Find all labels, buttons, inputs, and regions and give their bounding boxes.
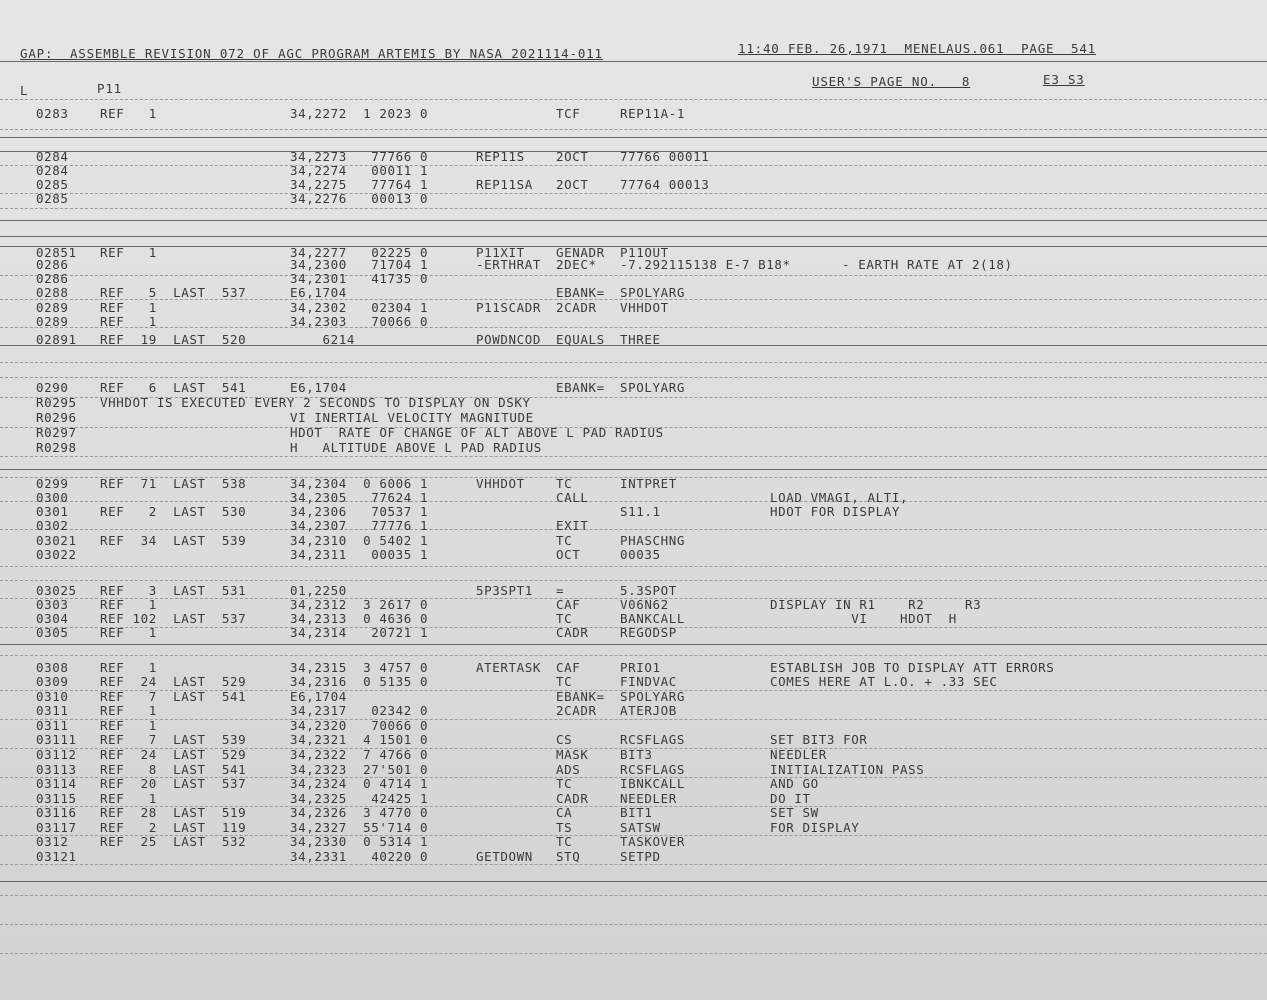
line-ln: 0284 (36, 149, 69, 164)
line-label: 5P3SPT1 (476, 583, 533, 598)
line-addr: 34,2300 71704 1 (290, 257, 429, 272)
dashed-rule (0, 99, 1267, 100)
line-addr: 34,2275 77764 1 (290, 177, 429, 192)
line-operand: P11OUT (620, 245, 669, 260)
line-comment: SET BIT3 FOR (770, 732, 868, 747)
line-addr: HDOT RATE OF CHANGE OF ALT ABOVE L PAD RADIUS (290, 425, 664, 440)
line-addr: 34,2316 0 5135 0 (290, 674, 429, 689)
line-ln: 0289 (36, 300, 69, 315)
dashed-rule (0, 895, 1267, 896)
dashed-rule (0, 924, 1267, 925)
line-ref: REF 2 LAST 119 (100, 820, 247, 835)
line-addr: E6,1704 (290, 689, 347, 704)
line-op: CADR (556, 791, 589, 806)
line-operand: FINDVAC (620, 674, 677, 689)
dashed-rule (0, 566, 1267, 567)
line-ln: 0283 (36, 106, 69, 121)
line-ln: 03025 (36, 583, 77, 598)
line-op: TS (556, 820, 573, 835)
user-page-number: USER'S PAGE NO. 8 (812, 74, 971, 89)
line-ln: 03121 (36, 849, 77, 864)
line-operand: 00035 (620, 547, 661, 562)
line-operand: RCSFLAGS (620, 732, 686, 747)
line-label: POWDNCOD (476, 332, 542, 347)
line-operand: SETPD (620, 849, 661, 864)
line-comment: FOR DISPLAY (770, 820, 860, 835)
line-operand: SPOLYARG (620, 285, 686, 300)
line-ref: REF 1 (100, 660, 157, 675)
line-addr: 34,2331 40220 0 (290, 849, 429, 864)
line-label: REP11S (476, 149, 525, 164)
line-ref: REF 2 LAST 530 (100, 504, 247, 519)
line-ln: 02891 (36, 332, 77, 347)
dashed-rule (0, 719, 1267, 720)
line-op: CALL (556, 490, 589, 505)
line-operand: 77764 00013 (620, 177, 710, 192)
line-comment: DO IT (770, 791, 811, 806)
line-operand: 77766 00011 (620, 149, 710, 164)
solid-rule (0, 61, 1267, 62)
line-op: CAF (556, 597, 581, 612)
line-operand: ATERJOB (620, 703, 677, 718)
dashed-rule (0, 129, 1267, 130)
solid-rule (0, 137, 1267, 138)
line-label: P11SCADR (476, 300, 542, 315)
line-operand: THREE (620, 332, 661, 347)
line-ln: 0301 (36, 504, 69, 519)
line-operand: BIT1 (620, 805, 653, 820)
solid-rule (0, 469, 1267, 470)
line-ln: 03111 (36, 732, 77, 747)
line-ln: 0285 (36, 177, 69, 192)
line-ln: 0305 (36, 625, 69, 640)
line-operand: INTPRET (620, 476, 677, 491)
line-addr: VI INERTIAL VELOCITY MAGNITUDE (290, 410, 534, 425)
line-comment: VI HDOT H (770, 611, 957, 626)
line-op: EBANK= (556, 285, 605, 300)
line-addr: 34,2330 0 5314 1 (290, 834, 429, 849)
line-op: CADR (556, 625, 589, 640)
line-ref: REF 28 LAST 519 (100, 805, 247, 820)
dashed-rule (0, 208, 1267, 209)
line-label: ATERTASK (476, 660, 542, 675)
column-l-label: L (20, 83, 29, 98)
line-addr: 34,2325 42425 1 (290, 791, 429, 806)
line-ln: 0310 (36, 689, 69, 704)
print-stamp: 11:40 FEB. 26,1971 MENELAUS.061 PAGE 541 (738, 41, 1097, 56)
line-operand: SATSW (620, 820, 661, 835)
line-ln: 0288 (36, 285, 69, 300)
line-ref: REF 24 LAST 529 (100, 747, 247, 762)
line-ln: 03021 (36, 533, 77, 548)
dashed-rule (0, 580, 1267, 581)
dashed-rule (0, 327, 1267, 328)
line-operand: 5.3SPOT (620, 583, 677, 598)
line-ref: REF 1 (100, 625, 157, 640)
line-operand: PRIO1 (620, 660, 661, 675)
line-addr: 34,2317 02342 0 (290, 703, 429, 718)
line-op: TCF (556, 106, 581, 121)
line-ln: 0289 (36, 314, 69, 329)
line-op: STQ (556, 849, 581, 864)
page-code: E3 S3 (1043, 72, 1085, 87)
line-addr: 34,2272 1 2023 0 (290, 106, 429, 121)
solid-rule (0, 881, 1267, 882)
line-addr: H ALTITUDE ABOVE L PAD RADIUS (290, 440, 542, 455)
line-addr: 01,2250 (290, 583, 347, 598)
dashed-rule (0, 275, 1267, 276)
line-operand: REP11A-1 (620, 106, 686, 121)
line-comment: AND GO (770, 776, 819, 791)
line-ln: 03022 (36, 547, 77, 562)
line-op: GENADR (556, 245, 605, 260)
solid-rule (0, 644, 1267, 645)
line-ln: 0304 (36, 611, 69, 626)
line-op: EXIT (556, 518, 589, 533)
line-comment: HDOT FOR DISPLAY (770, 504, 901, 519)
line-ln: R0295 (36, 395, 77, 410)
line-addr: 34,2301 41735 0 (290, 271, 429, 286)
line-op: ADS (556, 762, 581, 777)
line-ln: R0296 (36, 410, 77, 425)
line-operand: SPOLYARG (620, 689, 686, 704)
line-addr: 34,2306 70537 1 (290, 504, 429, 519)
line-addr: 34,2314 20721 1 (290, 625, 429, 640)
line-op: 2CADR (556, 300, 597, 315)
line-addr: 34,2324 0 4714 1 (290, 776, 429, 791)
line-label: REP11SA (476, 177, 533, 192)
line-ln: 0286 (36, 271, 69, 286)
line-addr: 34,2302 02304 1 (290, 300, 429, 315)
line-ln: 02851 (36, 245, 77, 260)
line-ref: REF 1 (100, 597, 157, 612)
line-ref: VHHDOT IS EXECUTED EVERY 2 SECONDS TO DISPLAY ON DSKY (100, 395, 531, 410)
dashed-rule (0, 165, 1267, 166)
line-ln: 0303 (36, 597, 69, 612)
line-ref: REF 1 (100, 300, 157, 315)
line-ln: 03113 (36, 762, 77, 777)
line-op: TC (556, 834, 573, 849)
line-comment: DISPLAY IN R1 R2 R3 (770, 597, 982, 612)
line-op: EBANK= (556, 689, 605, 704)
line-ref: REF 24 LAST 529 (100, 674, 247, 689)
line-addr: 34,2277 02225 0 (290, 245, 429, 260)
line-op: TC (556, 611, 573, 626)
listing-title: GAP: ASSEMBLE REVISION 072 OF AGC PROGRAM ARTEMIS BY NASA 2021114-011 (20, 46, 603, 61)
line-comment: INITIALIZATION PASS (770, 762, 925, 777)
line-addr: 34,2313 0 4636 0 (290, 611, 429, 626)
line-ln: 0308 (36, 660, 69, 675)
line-addr: 34,2322 7 4766 0 (290, 747, 429, 762)
line-operand: S11.1 (620, 504, 661, 519)
line-operand: V06N62 (620, 597, 669, 612)
line-addr: 34,2321 4 1501 0 (290, 732, 429, 747)
line-addr: 34,2310 0 5402 1 (290, 533, 429, 548)
dashed-rule (0, 529, 1267, 530)
line-ln: 03112 (36, 747, 77, 762)
line-operand: NEEDLER (620, 791, 677, 806)
line-ln: 03115 (36, 791, 77, 806)
line-addr: 34,2315 3 4757 0 (290, 660, 429, 675)
line-comment: ESTABLISH JOB TO DISPLAY ATT ERRORS (770, 660, 1055, 675)
line-op: 2DEC* (556, 257, 597, 272)
line-addr: 34,2276 00013 0 (290, 191, 429, 206)
line-ln: 0300 (36, 490, 69, 505)
line-operand: -7.292115138 E-7 B18* (620, 257, 791, 272)
line-operand: BIT3 (620, 747, 653, 762)
line-addr: E6,1704 (290, 380, 347, 395)
line-ref: REF 20 LAST 537 (100, 776, 247, 791)
line-ref: REF 1 (100, 245, 157, 260)
dashed-rule (0, 377, 1267, 378)
line-ln: 0284 (36, 163, 69, 178)
solid-rule (0, 220, 1267, 221)
line-ref: REF 34 LAST 539 (100, 533, 247, 548)
line-ln: 0286 (36, 257, 69, 272)
line-ln: 0302 (36, 518, 69, 533)
line-ln: 0312 (36, 834, 69, 849)
line-operand: BANKCALL (620, 611, 686, 626)
line-ref: REF 102 LAST 537 (100, 611, 247, 626)
dashed-rule (0, 501, 1267, 502)
line-ref: REF 6 LAST 541 (100, 380, 247, 395)
line-addr: 34,2273 77766 0 (290, 149, 429, 164)
line-label: GETDOWN (476, 849, 533, 864)
line-operand: TASKOVER (620, 834, 686, 849)
line-ln: 0299 (36, 476, 69, 491)
line-op: EBANK= (556, 380, 605, 395)
line-addr: 6214 (290, 332, 356, 347)
line-addr: 34,2307 77776 1 (290, 518, 429, 533)
line-ref: REF 1 (100, 314, 157, 329)
line-ref: REF 1 (100, 106, 157, 121)
line-ref: REF 7 LAST 539 (100, 732, 247, 747)
dashed-rule (0, 362, 1267, 363)
line-operand: SPOLYARG (620, 380, 686, 395)
line-comment: NEEDLER (770, 747, 827, 762)
line-addr: 34,2312 3 2617 0 (290, 597, 429, 612)
line-ln: R0297 (36, 425, 77, 440)
line-ref: REF 1 (100, 718, 157, 733)
line-comment: SET SW (770, 805, 819, 820)
line-label: P11XIT (476, 245, 525, 260)
line-operand: PHASCHNG (620, 533, 686, 548)
line-addr: 34,2274 00011 1 (290, 163, 429, 178)
dashed-rule (0, 456, 1267, 457)
line-ln: 03117 (36, 820, 77, 835)
line-label: VHHDOT (476, 476, 525, 491)
line-ref: REF 1 (100, 791, 157, 806)
line-ln: 0311 (36, 718, 69, 733)
line-addr: 34,2323 27'501 0 (290, 762, 429, 777)
line-op: 2OCT (556, 177, 589, 192)
line-comment: COMES HERE AT L.O. + .33 SEC (770, 674, 998, 689)
line-addr: 34,2320 70066 0 (290, 718, 429, 733)
line-op: OCT (556, 547, 581, 562)
line-ref: REF 5 LAST 537 (100, 285, 247, 300)
line-ref: REF 1 (100, 703, 157, 718)
line-ref: REF 3 LAST 531 (100, 583, 247, 598)
line-ln: 0311 (36, 703, 69, 718)
line-op: 2OCT (556, 149, 589, 164)
section-label: P11 (97, 81, 122, 96)
line-ref: REF 8 LAST 541 (100, 762, 247, 777)
line-ln: 0285 (36, 191, 69, 206)
line-ln: 03116 (36, 805, 77, 820)
line-comment: - EARTH RATE AT 2(18) (842, 257, 1013, 272)
line-op: MASK (556, 747, 589, 762)
line-op: 2CADR (556, 703, 597, 718)
line-op: TC (556, 776, 573, 791)
line-addr: 34,2303 70066 0 (290, 314, 429, 329)
dashed-rule (0, 864, 1267, 865)
line-addr: 34,2326 3 4770 0 (290, 805, 429, 820)
line-addr: E6,1704 (290, 285, 347, 300)
line-addr: 34,2304 0 6006 1 (290, 476, 429, 491)
dashed-rule (0, 193, 1267, 194)
line-op: TC (556, 674, 573, 689)
line-operand: REGODSP (620, 625, 677, 640)
line-operand: VHHDOT (620, 300, 669, 315)
line-op: CAF (556, 660, 581, 675)
line-addr: 34,2327 55'714 0 (290, 820, 429, 835)
line-op: CS (556, 732, 573, 747)
line-ref: REF 19 LAST 520 (100, 332, 247, 347)
line-op: CA (556, 805, 573, 820)
line-op: EQUALS (556, 332, 605, 347)
line-ln: 0309 (36, 674, 69, 689)
line-ref: REF 25 LAST 532 (100, 834, 247, 849)
line-addr: 34,2305 77624 1 (290, 490, 429, 505)
line-ln: 03114 (36, 776, 77, 791)
line-operand: IBNKCALL (620, 776, 686, 791)
solid-rule (0, 236, 1267, 237)
line-op: = (556, 583, 565, 598)
line-ln: R0298 (36, 440, 77, 455)
line-ref: REF 7 LAST 541 (100, 689, 247, 704)
dashed-rule (0, 953, 1267, 954)
line-label: -ERTHRAT (476, 257, 542, 272)
line-operand: RCSFLAGS (620, 762, 686, 777)
line-ref: REF 71 LAST 538 (100, 476, 247, 491)
line-ln: 0290 (36, 380, 69, 395)
line-op: TC (556, 476, 573, 491)
dashed-rule (0, 655, 1267, 656)
line-op: TC (556, 533, 573, 548)
line-comment: LOAD VMAGI, ALTI, (770, 490, 909, 505)
line-addr: 34,2311 00035 1 (290, 547, 429, 562)
